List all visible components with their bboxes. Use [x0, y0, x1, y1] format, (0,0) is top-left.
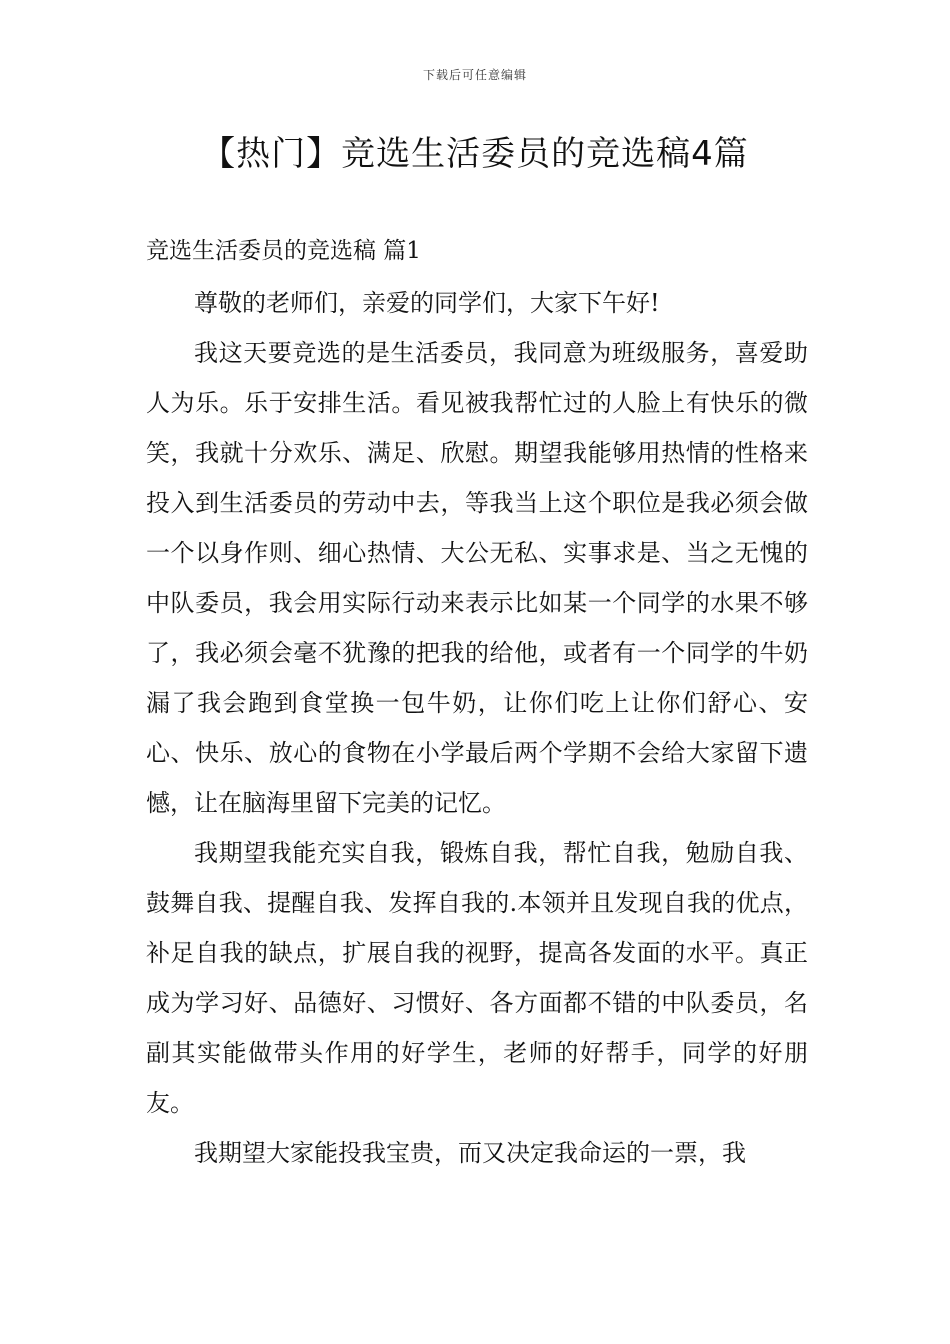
paragraph-goals: 我期望我能充实自我，锻炼自我，帮忙自我，勉励自我、鼓舞自我、提醒自我、发挥自我的.本领并且发现自我的优点，补足自我的缺点，扩展自我的视野，提高各发面的水平。真正成为学习好、品德好、习惯好、各方面都不错的中队委员，名副其实能做带头作用的好学生，老师的好帮手，同学的好朋友。: [146, 839, 808, 1117]
paragraph-vote: 我期望大家能投我宝贵，而又决定我命运的一票，我: [194, 1139, 746, 1167]
paragraph-greeting: 尊敬的老师们，亲爱的同学们，大家下午好!: [194, 289, 660, 317]
paragraph-intro: 我这天要竞选的是生活委员，我同意为班级服务，喜爱助人为乐。乐于安排生活。看见被我帮忙过的人脸上有快乐的微笑，我就十分欢乐、满足、欣慰。期望我能够用热情的性格来投入到生活委员的劳动中去，等我当上这个职位是我必须会做一个以身作则、细心热情、大公无私、实事求是、当之无愧的中队委员，我会用实际行动来表示比如某一个同学的水果不够了，我必须会毫不犹豫的把我的给他，或者有一个同学的牛奶漏了我会跑到食堂换一包牛奶，让你们吃上让你们舒心、安心、快乐、放心的食物在小学最后两个学期不会给大家留下遗憾，让在脑海里留下完美的记忆。: [146, 339, 808, 817]
section-heading: 竞选生活委员的竞选稿 篇1: [146, 238, 421, 264]
document-title: 【热门】竞选生活委员的竞选稿4篇: [201, 134, 749, 174]
document-body: [146, 278, 808, 1178]
header-note: 下载后可任意编辑: [422, 68, 527, 82]
